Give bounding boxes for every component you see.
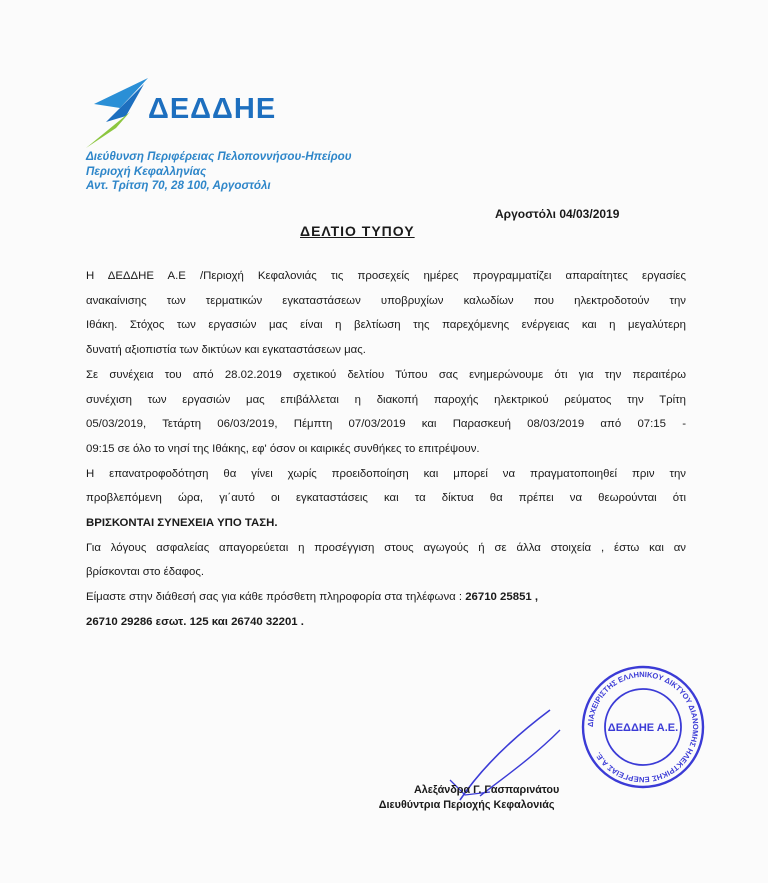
phone-and: και [208, 615, 232, 628]
phone-number: 26740 32201 . [231, 615, 304, 628]
stamp-center-text: ΔΕΔΔΗΕ Α.Ε. [607, 722, 679, 734]
contact-separator: , [531, 591, 539, 604]
logo-text: ΔΕΔΔΗΕ [148, 93, 277, 125]
contact-text: Είμαστε στην διάθεσή σας για κάθε πρόσθετη πληροφορία στα τηλέφωνα : [86, 591, 466, 604]
p4-line: Για λόγους ασφαλείας απαγορεύεται η προσέγγιση στους αγωγούς ή σε άλλα στοιχεία , έστω και αν [86, 541, 686, 554]
document-date: Αργοστόλι 04/03/2019 [495, 207, 620, 221]
p1-line: Η ΔΕΔΔΗΕ Α.Ε /Περιοχή Κεφαλονιάς τις προσεχείς ημέρες προγραμματίζει απαραίτητες εργασίες [86, 270, 686, 282]
p2-line: συνέχιση των εργασιών μας επιβάλλεται η διακοπή παροχής ηλεκτρικού ρεύματος την Τρίτη [86, 393, 686, 406]
dept-line-2: Περιοχή Κεφαλληνίας [86, 164, 207, 178]
p3-line: Η επανατροφοδότηση θα γίνει χωρίς προειδοποίηση και μπορεί να πραγματοποιηθεί πριν την [86, 467, 686, 480]
phones-line [86, 610, 686, 635]
department-address [86, 150, 352, 194]
p1-line: δυνατή αξιοπιστία των δικτύων και εγκαταστάσεων μας. [86, 344, 366, 357]
warning-line: ΒΡΙΣΚΟΝΤΑΙ ΣΥΝΕΧΕΙΑ ΥΠΟ ΤΑΣΗ. [86, 517, 278, 530]
p4-line: βρίσκονται στο έδαφος. [86, 566, 205, 579]
dept-line-1: Διεύθυνση Περιφέρειας Πελοποννήσου-Ηπείρου [86, 150, 352, 163]
signature-block [374, 783, 559, 813]
stamp-ring-text: ΔΙΑΧΕΙΡΙΣΤΗΣ ΕΛΛΗΝΙΚΟΥ ΔΙΚΤΥΟΥ ΔΙΑΝΟΜΗΣ ΗΛΕΚΤΡΙΚΗΣ ΕΝΕΡΓΕΙΑΣ Α.Ε. [585, 669, 701, 785]
p1-line: Ιθάκη. Στόχος των εργασιών μας είναι η βελτίωση της παρεχόμενης ενέργειας και η μεγαλύτερη [86, 319, 686, 332]
signatory-role: Διευθύντρια Περιοχής Κεφαλονιάς [378, 799, 555, 811]
p2-line: 05/03/2019, Τετάρτη 06/03/2019, Πέμπτη 07/03/2019 και Παρασκευή 08/03/2019 από 07:15 - [86, 418, 686, 431]
p2-line: Σε συνέχεια του από 28.02.2019 σχετικού δελτίου Τύπου σας ενημερώνουμε ότι για την περαιτέρω [86, 368, 686, 381]
p1-line: ανακαίνισης των τερματικών εγκαταστάσεων υποβρυχίων καλωδίων που ηλεκτροδοτούν την [86, 294, 686, 307]
document-title: ΔΕΛΤΙΟ ΤΥΠΟΥ [300, 223, 415, 239]
phone-number: 26710 25851 [465, 591, 532, 604]
dept-line-3: Αντ. Τρίτση 70, 28 100, Αργοστόλι [86, 179, 271, 192]
signatory-name: Αλεξάνδρα Γ. Γασπαρινάτου [414, 784, 560, 796]
p2-line: 09:15 σε όλο το νησί της Ιθάκης, εφ' όσον οι καιρικές συνθήκες το επιτρέψουν. [86, 442, 480, 455]
phone-number: 26710 29286 εσωτ. 125 [86, 615, 209, 628]
contact-line [86, 585, 686, 610]
official-stamp-icon [579, 663, 707, 791]
press-release-body [86, 264, 686, 635]
p3-line: προβλεπόμενη ώρα, γι΄αυτό οι εγκαταστάσεις και τα δίκτυα θα πρέπει να θεωρούνται ότι [86, 492, 686, 505]
